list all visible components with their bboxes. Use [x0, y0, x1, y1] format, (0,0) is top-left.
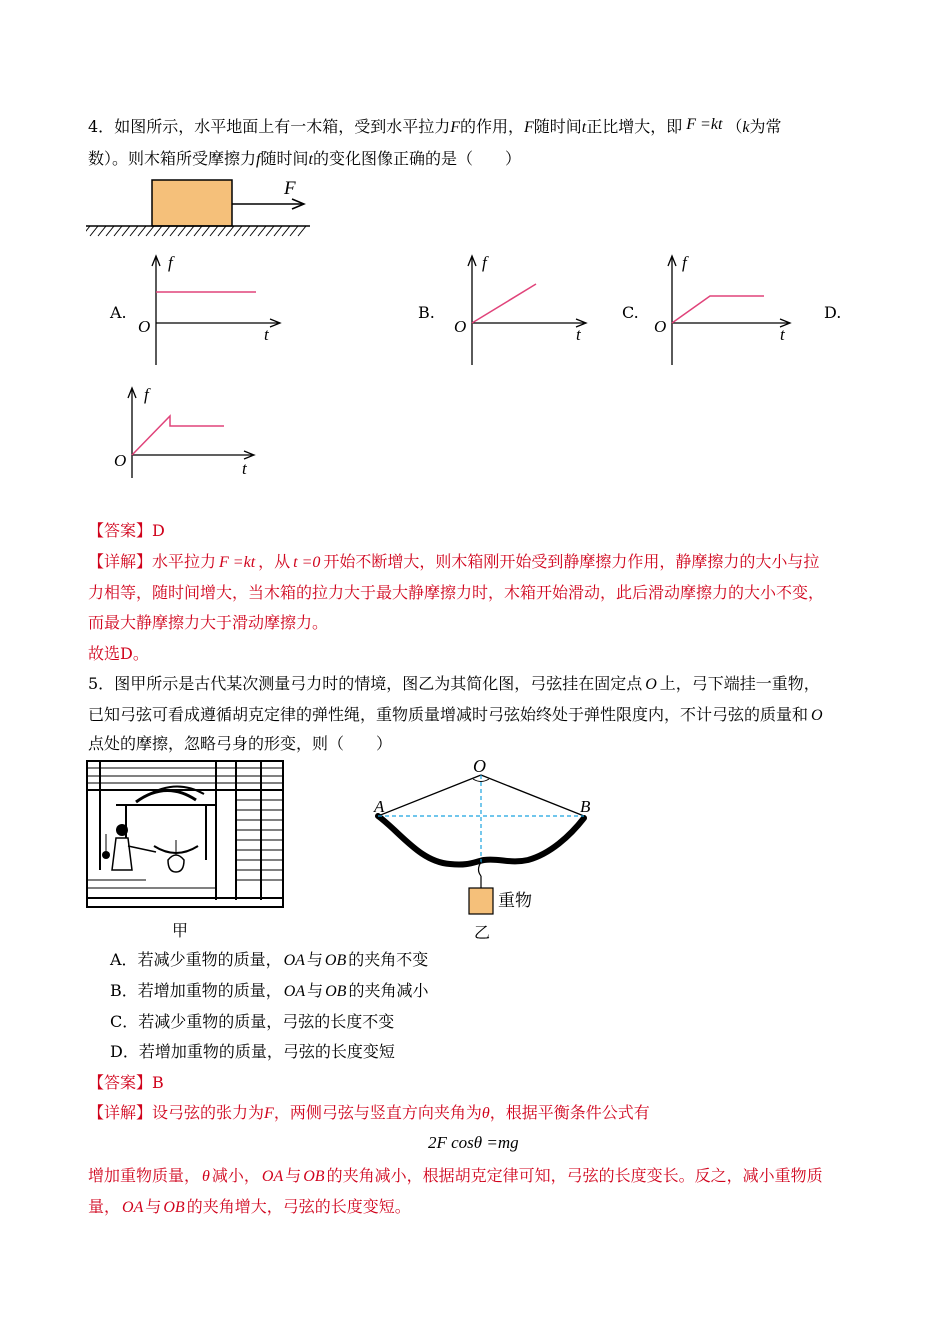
hatch-mark	[138, 226, 146, 236]
hatch-mark	[106, 226, 114, 236]
q4-number: 4．	[88, 117, 115, 136]
hatch-mark	[250, 226, 258, 236]
q4-var-t: t	[581, 119, 587, 136]
option-text: 若减少重物的质量，	[137, 950, 282, 969]
option-text: 与	[306, 950, 323, 969]
q5-stem-line3: 点处的摩擦，忽略弓身的形变，则（ ）	[88, 734, 393, 753]
q4-box-figure	[86, 176, 316, 242]
origin-label: O	[654, 317, 667, 336]
detail-var-OB: OB	[163, 1199, 185, 1216]
q4-stem-text: 为常	[749, 117, 782, 136]
fig-yi-label: 乙	[474, 923, 491, 942]
q4-stem-line1	[88, 116, 782, 139]
axis-x-label: t	[576, 325, 581, 344]
detail-text: 水平拉力	[152, 552, 217, 571]
q4-var-F: F	[524, 119, 534, 136]
q5-stem-text: 已知弓弦可看成遵循胡克定律的弹性绳，重物质量增减时弓弦始终处于弹性限度内，不计弓弦的质量和	[88, 705, 809, 724]
detail-var-theta: θ	[481, 1105, 490, 1122]
q5-detail-line1	[88, 1102, 650, 1125]
hatch-mark	[170, 226, 178, 236]
q4-formula: F =kt	[686, 116, 723, 133]
axis-y-label: f	[144, 385, 149, 404]
friction-curve	[132, 416, 224, 455]
fig-jia-label: 甲	[172, 921, 189, 940]
hatch-mark	[194, 226, 202, 236]
option-text: 的夹角减小	[348, 981, 429, 1000]
q5-stem-text: 图甲所示是古代某次测量弓力时的情境，图乙为其简化图，弓弦挂在固定点	[114, 674, 643, 693]
q5-option-c[interactable]	[110, 1012, 394, 1032]
q4-stem-line2	[88, 148, 521, 171]
hatch-mark	[146, 226, 154, 236]
q4-conclusion: 故选D。	[88, 644, 149, 663]
q4-stem-text: （	[726, 117, 743, 136]
hatch-mark	[86, 226, 90, 236]
q5-equation: 2F cosθ =mg	[428, 1133, 519, 1152]
answer-tag: 【答案】	[88, 521, 153, 540]
detail-text: 的夹角增大，弓弦的长度变短。	[186, 1197, 411, 1216]
hatch-mark	[258, 226, 266, 236]
q4-graph-c	[646, 250, 806, 370]
option-text: 的夹角不变	[348, 950, 429, 969]
q4-var-F: F	[450, 119, 460, 136]
hatch-mark	[162, 226, 170, 236]
var-OA: OA	[283, 983, 306, 1000]
q4-var-k: k	[742, 119, 750, 136]
friction-curve	[472, 284, 536, 323]
option-label: D．	[110, 1042, 139, 1061]
detail-tag: 【详解】	[88, 552, 153, 571]
q5-number: 5．	[88, 674, 115, 693]
q4-detail-line3: 而最大静摩擦力大于滑动摩擦力。	[88, 613, 329, 632]
detail-text: ，从	[258, 552, 291, 571]
weight-block	[469, 888, 493, 914]
detail-text: 的夹角减小，根据胡克定律可知，弓弦的长度变长。反之，减小重物质	[326, 1166, 823, 1185]
ground-hatching	[86, 226, 306, 236]
answer-value: D	[152, 521, 165, 540]
origin-label: O	[114, 451, 127, 470]
detail-text: 设弓弦的张力为	[152, 1103, 265, 1122]
answer-value: B	[152, 1073, 164, 1092]
hatch-mark	[242, 226, 250, 236]
detail-text: 减小，	[211, 1166, 260, 1185]
detail-formula: F =kt	[219, 554, 256, 571]
hatch-mark	[234, 226, 242, 236]
force-label: F	[284, 178, 296, 199]
hatch-mark	[186, 226, 194, 236]
q5-option-a[interactable]	[110, 950, 428, 971]
detail-text: 与	[285, 1166, 302, 1185]
q4-option-a-label[interactable]: A.	[110, 303, 127, 322]
answer-tag: 【答案】	[88, 1073, 153, 1092]
hatch-mark	[90, 226, 98, 236]
var-OB: OB	[324, 952, 347, 969]
q4-option-b-label[interactable]: B.	[418, 303, 435, 322]
q4-stem-text: 的变化图像正确的是（ ）	[312, 149, 521, 168]
q5-stem-text: 上，弓下端挂一重物，	[659, 674, 820, 693]
detail-var-F: F	[264, 1105, 274, 1122]
axis-y-label: f	[168, 253, 173, 272]
detail-var-OA: OA	[122, 1199, 144, 1216]
point-B-label: B	[580, 797, 591, 816]
detail-formula: t =0	[293, 554, 321, 571]
hatch-mark	[218, 226, 226, 236]
point-O-label: O	[473, 756, 486, 776]
friction-curve	[672, 296, 764, 323]
detail-text: ，两侧弓弦与竖直方向夹角为	[273, 1103, 482, 1122]
q4-stem-text: 随时间	[260, 149, 309, 168]
hatch-mark	[130, 226, 138, 236]
hatch-mark	[178, 226, 186, 236]
detail-text: 与	[145, 1197, 162, 1216]
hatch-mark	[298, 226, 306, 236]
q5-var-O: O	[645, 676, 657, 693]
q4-detail-line1	[88, 551, 819, 574]
q4-graph-a	[130, 250, 290, 370]
option-text: 若增加重物的质量，	[137, 981, 282, 1000]
detail-tag: 【详解】	[88, 1103, 153, 1122]
q5-stem-line2	[88, 704, 823, 727]
q5-figure-jia-illustration	[86, 760, 286, 910]
hatch-mark	[98, 226, 106, 236]
hatch-mark	[114, 226, 122, 236]
q4-var-t: t	[308, 151, 313, 168]
axis-y-label: f	[482, 253, 487, 272]
detail-text: 量，	[88, 1197, 121, 1216]
q4-stem-text: 数）。则木箱所受摩擦力	[88, 149, 257, 168]
q5-detail-line3	[88, 1196, 411, 1219]
angle-arc	[473, 779, 489, 782]
hatch-mark	[202, 226, 210, 236]
wooden-box	[152, 180, 232, 226]
q5-var-O: O	[811, 707, 823, 724]
var-OA: OA	[283, 952, 305, 969]
axis-x-label: t	[780, 325, 785, 344]
option-label: A．	[110, 950, 138, 969]
option-label: C．	[110, 1012, 139, 1031]
origin-label: O	[138, 317, 151, 336]
hatch-mark	[266, 226, 274, 236]
q5-stem-line1	[88, 673, 820, 696]
detail-text: ，根据平衡条件公式有	[489, 1103, 650, 1122]
q4-stem-text: 随时间	[533, 117, 582, 136]
hatch-mark	[226, 226, 234, 236]
detail-text: 开始不断增大，则木箱刚开始受到静摩擦力作用，静摩擦力的大小与拉	[323, 552, 820, 571]
q5-option-b[interactable]	[110, 981, 428, 1002]
q5-option-d[interactable]	[110, 1042, 395, 1062]
hatch-mark	[122, 226, 130, 236]
q4-stem-text: 正比增大，即	[586, 117, 683, 136]
q4-option-d-label[interactable]: D.	[824, 303, 842, 322]
q4-answer	[88, 520, 165, 542]
hatch-mark	[274, 226, 282, 236]
detail-text: 增加重物质量，	[88, 1166, 201, 1185]
weight-label: 重物	[498, 891, 532, 910]
q5-detail-line2	[88, 1165, 823, 1188]
axis-x-label: t	[264, 325, 269, 344]
option-text: 与	[307, 981, 324, 1000]
option-text: 若减少重物的质量，弓弦的长度不变	[138, 1012, 395, 1031]
hatch-mark	[154, 226, 162, 236]
bow-string-right	[481, 775, 584, 816]
q4-var-f: f	[256, 151, 261, 168]
q5-answer	[88, 1072, 164, 1094]
q4-detail-line2: 力相等，随时间增大，当木箱的拉力大于最大静摩擦力时，木箱开始滑动，此后滑动摩擦力的大小不变，	[88, 583, 825, 602]
q4-option-c-label[interactable]: C.	[622, 303, 639, 322]
bow-string-left	[378, 775, 481, 816]
q4-stem-text: 如图所示，水平地面上有一木箱，受到水平拉力	[114, 117, 451, 136]
detail-var-OA: OA	[261, 1168, 284, 1185]
var-OB: OB	[325, 983, 347, 1000]
hatch-mark	[210, 226, 218, 236]
option-text: 若增加重物的质量，弓弦的长度变短	[138, 1042, 395, 1061]
origin-label: O	[454, 317, 467, 336]
q4-graph-b	[446, 250, 606, 370]
axis-x-label: t	[242, 459, 247, 478]
hatch-mark	[282, 226, 290, 236]
detail-var-theta: θ	[202, 1168, 210, 1185]
axis-y-label: f	[682, 253, 687, 272]
q4-stem-text: 的作用，	[459, 117, 524, 136]
q4-graph-d	[106, 382, 266, 482]
hatch-mark	[290, 226, 298, 236]
option-label: B．	[110, 981, 138, 1000]
detail-var-OB: OB	[303, 1168, 325, 1185]
point-A-label: A	[374, 797, 385, 816]
